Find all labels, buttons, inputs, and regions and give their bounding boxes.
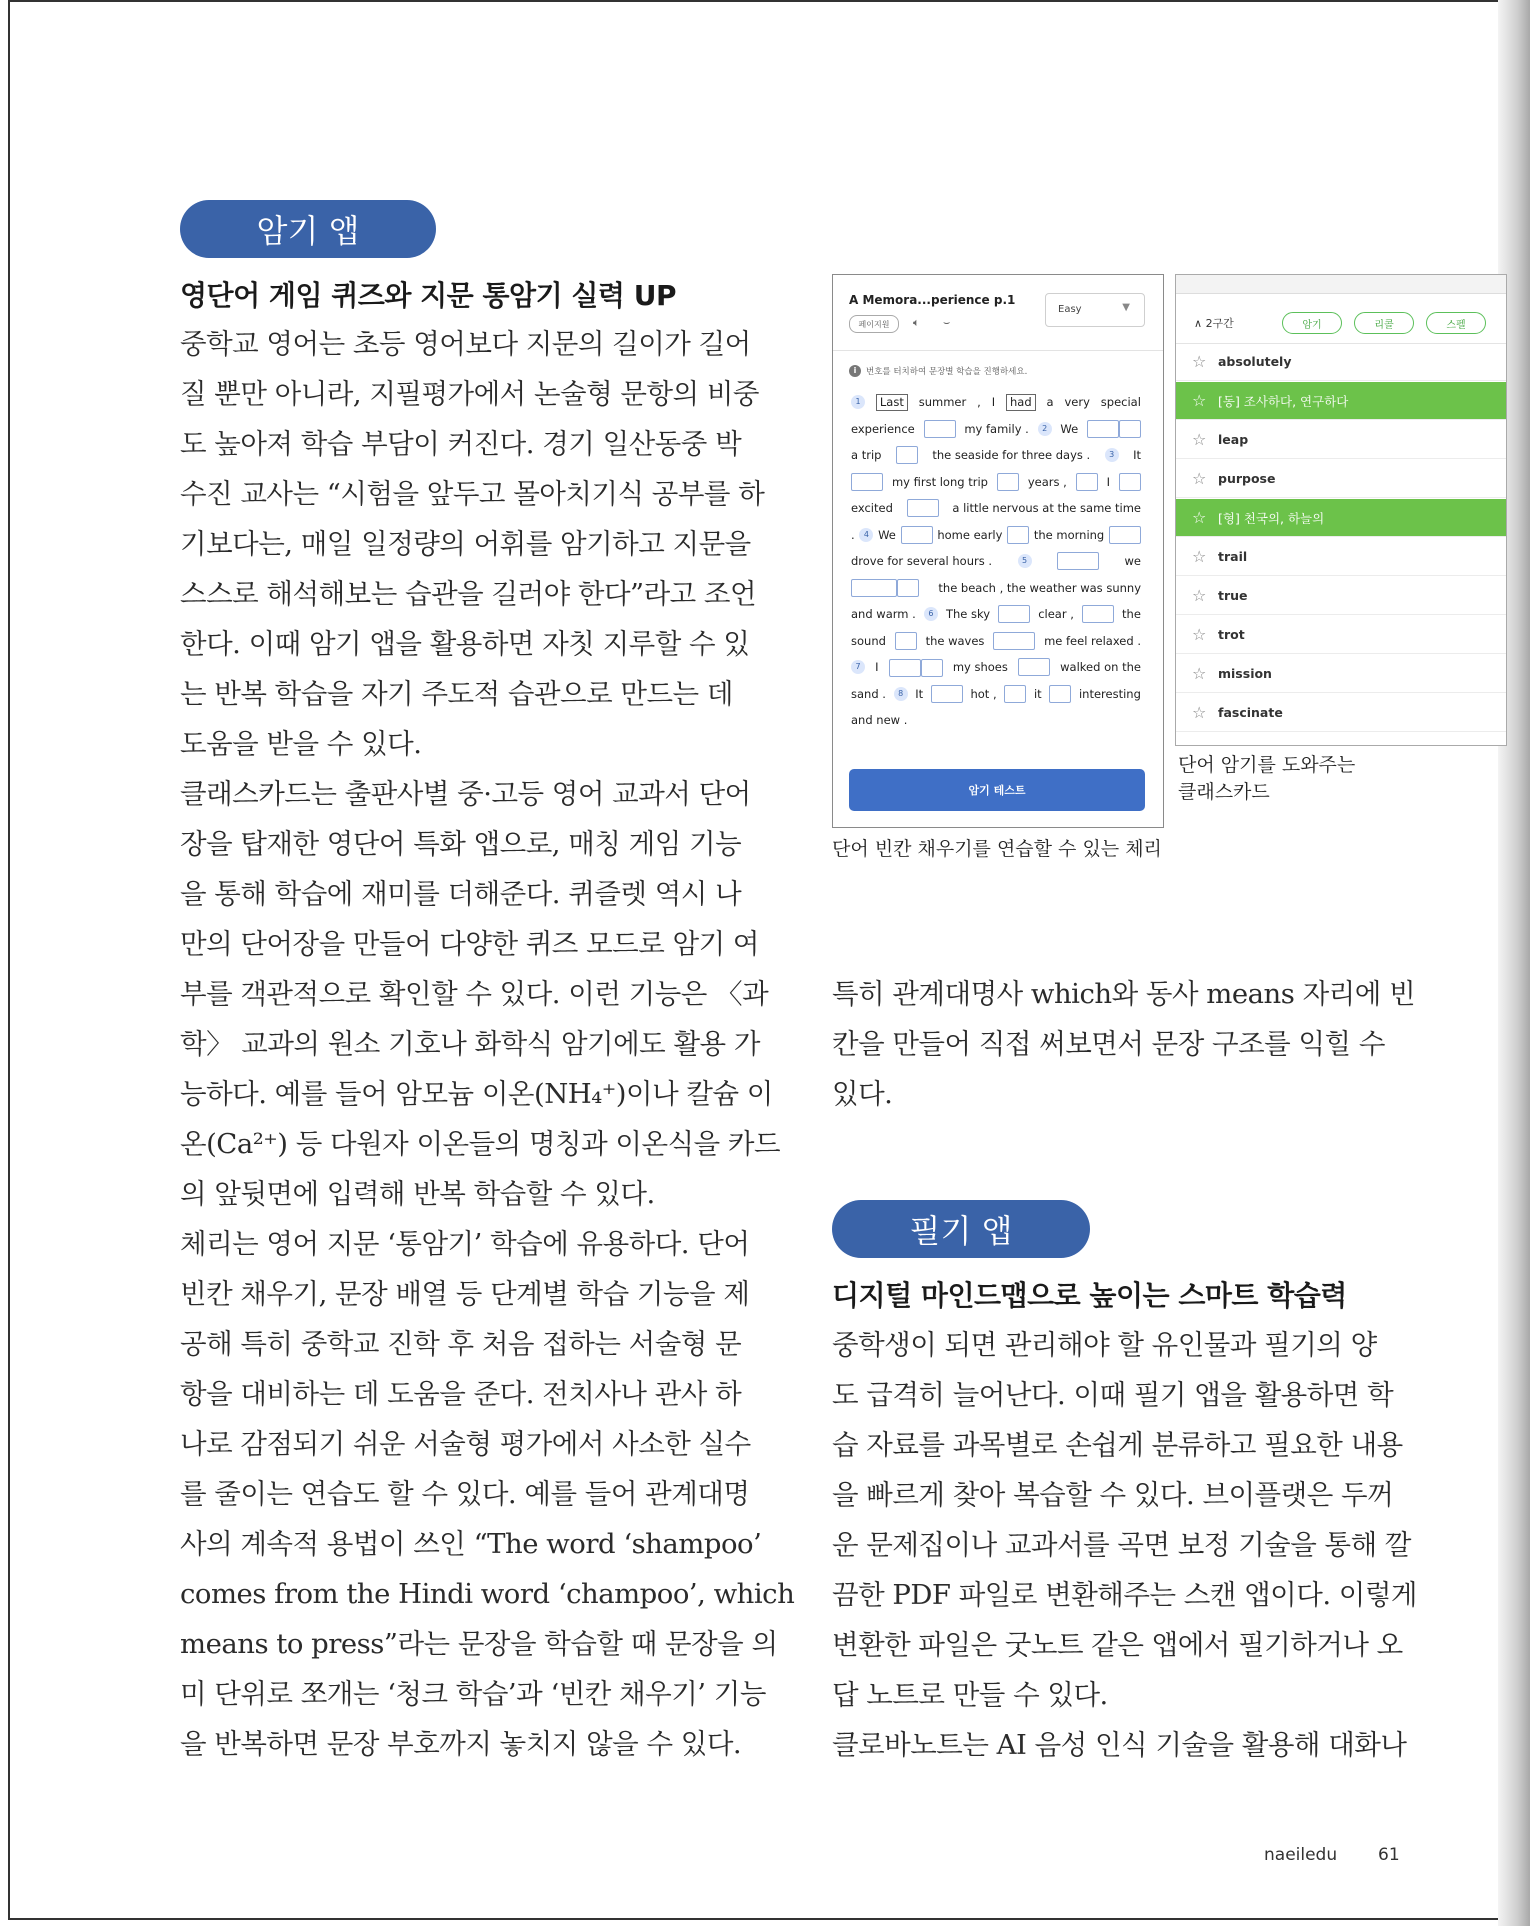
info-icon: i xyxy=(849,365,861,377)
text-line: 항을 대비하는 데 도움을 준다. 전치사나 관사 하 xyxy=(180,1378,742,1410)
word-blank[interactable] xyxy=(998,605,1030,623)
passage-word: and warm . xyxy=(851,607,916,621)
word-blank[interactable] xyxy=(851,579,897,597)
classcard-app-screenshot xyxy=(1175,274,1507,746)
word-blank[interactable] xyxy=(1082,605,1114,623)
word-blank[interactable] xyxy=(889,659,921,677)
word-blank[interactable] xyxy=(921,659,943,677)
classcard-caption-line: 단어 암기를 도와주는 xyxy=(1178,754,1356,776)
word-blank[interactable] xyxy=(1076,473,1098,491)
speaker-icon[interactable]: 🔈︎ xyxy=(913,316,920,329)
word-blank[interactable] xyxy=(997,473,1019,491)
passage-word: the seaside for three days . xyxy=(932,448,1091,462)
chevron-down-icon: ▼ xyxy=(1122,302,1130,313)
word-blank[interactable] xyxy=(1119,420,1141,438)
passage-word: We xyxy=(1060,421,1079,436)
passage-word: years , xyxy=(1027,474,1067,489)
footer-brand: naeiledu xyxy=(1264,1845,1338,1865)
text-line: 미 단위로 쪼개는 ‘청크 학습’과 ‘빈칸 채우기’ 기능 xyxy=(180,1678,766,1710)
sentence-number[interactable]: 2 xyxy=(1038,422,1052,436)
star-icon[interactable]: ☆ xyxy=(1192,547,1207,566)
passage-word: my first long trip xyxy=(891,474,988,489)
passage-word: experience xyxy=(851,421,915,436)
cherry-page-pill[interactable]: 페이지원 xyxy=(849,315,899,333)
word-row[interactable] xyxy=(1176,538,1506,576)
text-line: means to press”라는 문장을 학습할 때 문장을 의 xyxy=(180,1628,778,1660)
word-blank[interactable] xyxy=(901,526,933,544)
word-row[interactable] xyxy=(1176,655,1506,693)
word-blank[interactable] xyxy=(1018,658,1050,676)
section-header xyxy=(1176,305,1506,344)
text-line: 나로 감점되기 쉬운 서술형 평가에서 사소한 실수 xyxy=(180,1428,751,1460)
passage-word: home early xyxy=(937,527,1003,542)
text-line: 능하다. 예를 들어 암모늄 이온(NH₄⁺)이나 칼슘 이 xyxy=(180,1078,773,1110)
passage-word: drove for several hours . xyxy=(851,554,993,568)
word-text: fascinate xyxy=(1218,705,1283,720)
word-text: trail xyxy=(1218,549,1248,564)
passage-word: the waves xyxy=(925,633,985,648)
passage-word: my shoes xyxy=(952,660,1008,674)
text-line: 스스로 해석해보는 습관을 길러야 한다”라고 조언 xyxy=(180,578,757,610)
passage-word: , xyxy=(977,395,981,409)
filled-word[interactable]: had xyxy=(1006,394,1036,411)
passage-word: I xyxy=(1106,474,1111,489)
classcard-caption-line: 클래스카드 xyxy=(1178,781,1270,803)
word-blank[interactable] xyxy=(896,446,918,464)
sentence-number[interactable]: 5 xyxy=(1018,554,1032,568)
text-line: 를 줄이는 연습도 할 수 있다. 예를 들어 관계대명 xyxy=(180,1478,750,1510)
word-row[interactable] xyxy=(1176,694,1506,732)
word-blank[interactable] xyxy=(1004,685,1026,703)
section-pill-memorize: 암기 앱 xyxy=(180,200,436,258)
word-blank[interactable] xyxy=(1007,526,1029,544)
word-blank[interactable] xyxy=(907,499,939,517)
star-icon[interactable]: ☆ xyxy=(1192,664,1207,683)
passage-word: my family . xyxy=(964,421,1029,436)
star-icon[interactable]: ☆ xyxy=(1192,703,1207,722)
word-blank[interactable] xyxy=(1057,552,1099,570)
passage-word: a trip xyxy=(851,448,882,462)
text-line: 체리는 영어 지문 ‘통암기’ 학습에 유용하다. 단어 xyxy=(180,1228,750,1260)
text-line: 칸을 만들어 직접 써보면서 문장 구조를 익힐 수 xyxy=(832,1028,1385,1060)
text-line: 도 높아져 학습 부담이 커진다. 경기 일산동중 박 xyxy=(180,428,742,460)
section-label: 2구간 xyxy=(1205,317,1234,330)
right-continue-text xyxy=(832,969,1415,1119)
section-toggle[interactable] xyxy=(1194,315,1234,331)
word-text: purpose xyxy=(1218,471,1276,486)
cherry-notice xyxy=(849,365,1027,377)
word-row[interactable] xyxy=(1176,499,1506,537)
sentence-number[interactable]: 7 xyxy=(851,660,865,674)
text-line: 부를 객관적으로 확인할 수 있다. 이런 기능은 〈과 xyxy=(180,978,769,1010)
text-line: 기보다는, 매일 일정량의 어휘를 암기하고 지문을 xyxy=(180,528,751,560)
text-line: 답 노트로 만들 수 있다. xyxy=(832,1679,1108,1711)
text-line: 습 자료를 과목별로 손쉽게 분류하고 필요한 내용 xyxy=(832,1429,1403,1461)
text-line: 특히 관계대명사 which와 동사 means 자리에 빈 xyxy=(832,978,1416,1010)
text-line: 운 문제집이나 교과서를 곡면 보정 기술을 통해 깔 xyxy=(832,1529,1411,1561)
word-row[interactable] xyxy=(1176,460,1506,498)
text-line: 의 앞뒷면에 입력해 반복 학습할 수 있다. xyxy=(180,1178,655,1210)
left-body-text xyxy=(180,319,794,1769)
star-icon[interactable]: ☆ xyxy=(1192,391,1207,410)
right-body-text xyxy=(832,1320,1417,1770)
word-blank[interactable] xyxy=(1087,420,1119,438)
passage-word: clear , xyxy=(1038,607,1074,621)
text-line: 사의 계속적 용법이 쓰인 “The word ‘shampoo’ xyxy=(180,1528,762,1560)
difficulty-select[interactable] xyxy=(1045,293,1145,327)
text-line: 빈칸 채우기, 문장 배열 등 단계별 학습 기능을 제 xyxy=(180,1278,750,1310)
passage-word: summer xyxy=(918,395,967,409)
word-blank[interactable] xyxy=(897,579,919,597)
word-row[interactable] xyxy=(1176,577,1506,615)
section-subhead-memorize: 영단어 게임 퀴즈와 지문 통암기 실력 UP xyxy=(180,279,676,312)
text-line: 클로바노트는 AI 음성 인식 기술을 활용해 대화나 xyxy=(832,1729,1407,1761)
hide-eye-icon[interactable]: ⌣ xyxy=(943,316,951,329)
sentence-number[interactable]: 3 xyxy=(1105,448,1119,462)
sentence-number[interactable]: 8 xyxy=(894,687,908,701)
word-row[interactable] xyxy=(1176,421,1506,459)
text-line: 끔한 PDF 파일로 변환해주는 스캔 앱이다. 이렇게 xyxy=(832,1579,1417,1611)
passage-word: walked on the xyxy=(1060,660,1141,674)
passage-word: very xyxy=(1064,395,1090,409)
divider xyxy=(833,350,1163,351)
star-icon[interactable]: ☆ xyxy=(1192,586,1207,605)
text-line: 질 뿐만 아니라, 지필평가에서 논술형 문항의 비중 xyxy=(180,378,759,410)
passage-word: The sky xyxy=(945,607,991,621)
section-pill-notes: 필기 앱 xyxy=(832,1200,1090,1258)
text-line: 있다. xyxy=(832,1078,893,1110)
tag-spell[interactable]: 스펠 xyxy=(1426,312,1486,334)
cherry-app-screenshot xyxy=(832,274,1164,828)
word-blank[interactable] xyxy=(1109,526,1141,544)
text-line: 클래스카드는 출판사별 중·고등 영어 교과서 단어 xyxy=(180,778,751,810)
filled-word[interactable]: Last xyxy=(876,394,908,411)
cherry-notice-text: 번호를 터치하여 문장별 학습을 진행하세요. xyxy=(866,367,1028,377)
passage-word: the morning xyxy=(1033,527,1105,542)
text-line: 을 반복하면 문장 부호까지 놓치지 않을 수 있다. xyxy=(180,1728,742,1760)
passage-word: it xyxy=(1033,686,1042,701)
passage-word: interesting xyxy=(1078,686,1141,701)
tag-memorize[interactable]: 암기 xyxy=(1282,312,1342,334)
star-icon[interactable]: ☆ xyxy=(1192,430,1207,449)
text-line: 수진 교사는 “시험을 앞두고 몰아치기식 공부를 하 xyxy=(180,478,765,510)
passage-word: I xyxy=(875,660,879,674)
text-line: 공해 특히 중학교 진학 후 처음 접하는 서술형 문 xyxy=(180,1328,742,1360)
word-text: leap xyxy=(1218,432,1249,447)
word-text: absolutely xyxy=(1218,354,1292,369)
star-icon[interactable]: ☆ xyxy=(1192,352,1207,371)
text-line: 온(Ca²⁺) 등 다원자 이온들의 명칭과 이온식을 카드 xyxy=(180,1128,781,1160)
word-text: [동] 조사하다, 연구하다 xyxy=(1218,393,1349,409)
text-line: 한다. 이때 암기 앱을 활용하면 자칫 지루할 수 있 xyxy=(180,628,750,660)
text-line: comes from the Hindi word ‘champoo’, which xyxy=(180,1578,795,1610)
word-blank[interactable] xyxy=(1049,685,1071,703)
word-row[interactable] xyxy=(1176,382,1506,420)
passage-word: the beach , the weather was sunny xyxy=(938,580,1141,595)
word-blank[interactable] xyxy=(851,473,883,491)
cherry-caption: 단어 빈칸 채우기를 연습할 수 있는 체리 xyxy=(832,838,1162,860)
passage-word: I xyxy=(991,395,996,409)
text-line: 도 급격히 늘어난다. 이때 필기 앱을 활용하면 학 xyxy=(832,1379,1394,1411)
text-line: 변환한 파일은 굿노트 같은 앱에서 필기하거나 오 xyxy=(832,1629,1403,1661)
text-line: 만의 단어장을 만들어 다양한 퀴즈 모드로 암기 여 xyxy=(180,928,759,960)
text-line: 는 반복 학습을 자기 주도적 습관으로 만드는 데 xyxy=(180,678,733,710)
difficulty-value: Easy xyxy=(1058,304,1082,315)
cherry-title: A Memora...perience p.1 xyxy=(849,293,1016,307)
word-row[interactable] xyxy=(1176,343,1506,381)
word-blank[interactable] xyxy=(993,632,1035,650)
sentence-number[interactable]: 1 xyxy=(851,395,865,409)
word-blank[interactable] xyxy=(1119,473,1141,491)
word-text: trot xyxy=(1218,627,1245,642)
text-line: 중학생이 되면 관리해야 할 유인물과 필기의 양 xyxy=(832,1329,1377,1361)
word-text: mission xyxy=(1218,666,1272,681)
star-icon[interactable]: ☆ xyxy=(1192,469,1207,488)
text-line: 을 빠르게 찾아 복습할 수 있다. 브이플랫은 두꺼 xyxy=(832,1479,1394,1511)
text-line: 을 통해 학습에 재미를 더해준다. 퀴즐렛 역시 나 xyxy=(180,878,742,910)
section-subhead-notes: 디지털 마인드맵으로 높이는 스마트 학습력 xyxy=(832,1279,1347,1312)
star-icon[interactable]: ☆ xyxy=(1192,625,1207,644)
word-text: [형] 천국의, 하늘의 xyxy=(1218,510,1325,526)
passage-word: a xyxy=(1046,395,1054,409)
star-icon[interactable]: ☆ xyxy=(1192,508,1207,527)
memorize-test-button[interactable]: 암기 테스트 xyxy=(849,769,1145,811)
passage-word: sound xyxy=(851,633,886,648)
passage-word: a little nervous at the same time xyxy=(952,501,1141,515)
text-line: 장을 탑재한 영단어 특화 앱으로, 매칭 게임 기능 xyxy=(180,828,742,860)
text-line: 학〉 교과의 원소 기호나 화학식 암기에도 활용 가 xyxy=(180,1028,760,1060)
word-blank[interactable] xyxy=(931,685,963,703)
passage-word: special xyxy=(1100,395,1141,409)
tag-recall[interactable]: 리콜 xyxy=(1354,312,1414,334)
passage-word: we xyxy=(1124,554,1141,568)
cherry-passage xyxy=(851,389,1141,734)
sentence-number[interactable]: 6 xyxy=(924,607,938,621)
passage-word: and new . xyxy=(851,713,908,727)
passage-word: the xyxy=(1122,607,1141,621)
passage-word: . xyxy=(851,527,855,542)
text-line: 도움을 받을 수 있다. xyxy=(180,728,422,760)
page-number: 61 xyxy=(1378,1845,1400,1865)
passage-word: We xyxy=(878,527,896,542)
passage-word: It xyxy=(915,686,924,701)
classcard-caption xyxy=(1178,752,1355,806)
word-row[interactable] xyxy=(1176,616,1506,654)
sentence-number[interactable]: 4 xyxy=(859,528,873,542)
word-blank[interactable] xyxy=(924,420,956,438)
status-strip xyxy=(1176,275,1506,294)
passage-word: sand . xyxy=(851,686,886,701)
passage-word: excited xyxy=(851,501,893,515)
word-blank[interactable] xyxy=(895,632,917,650)
passage-word: me feel relaxed . xyxy=(1044,633,1141,648)
passage-word: It xyxy=(1133,448,1141,462)
text-line: 중학교 영어는 초등 영어보다 지문의 길이가 길어 xyxy=(180,328,751,360)
passage-word: hot , xyxy=(970,686,997,701)
chevron-up-icon: ∧ xyxy=(1194,317,1203,330)
word-text: true xyxy=(1218,588,1248,603)
